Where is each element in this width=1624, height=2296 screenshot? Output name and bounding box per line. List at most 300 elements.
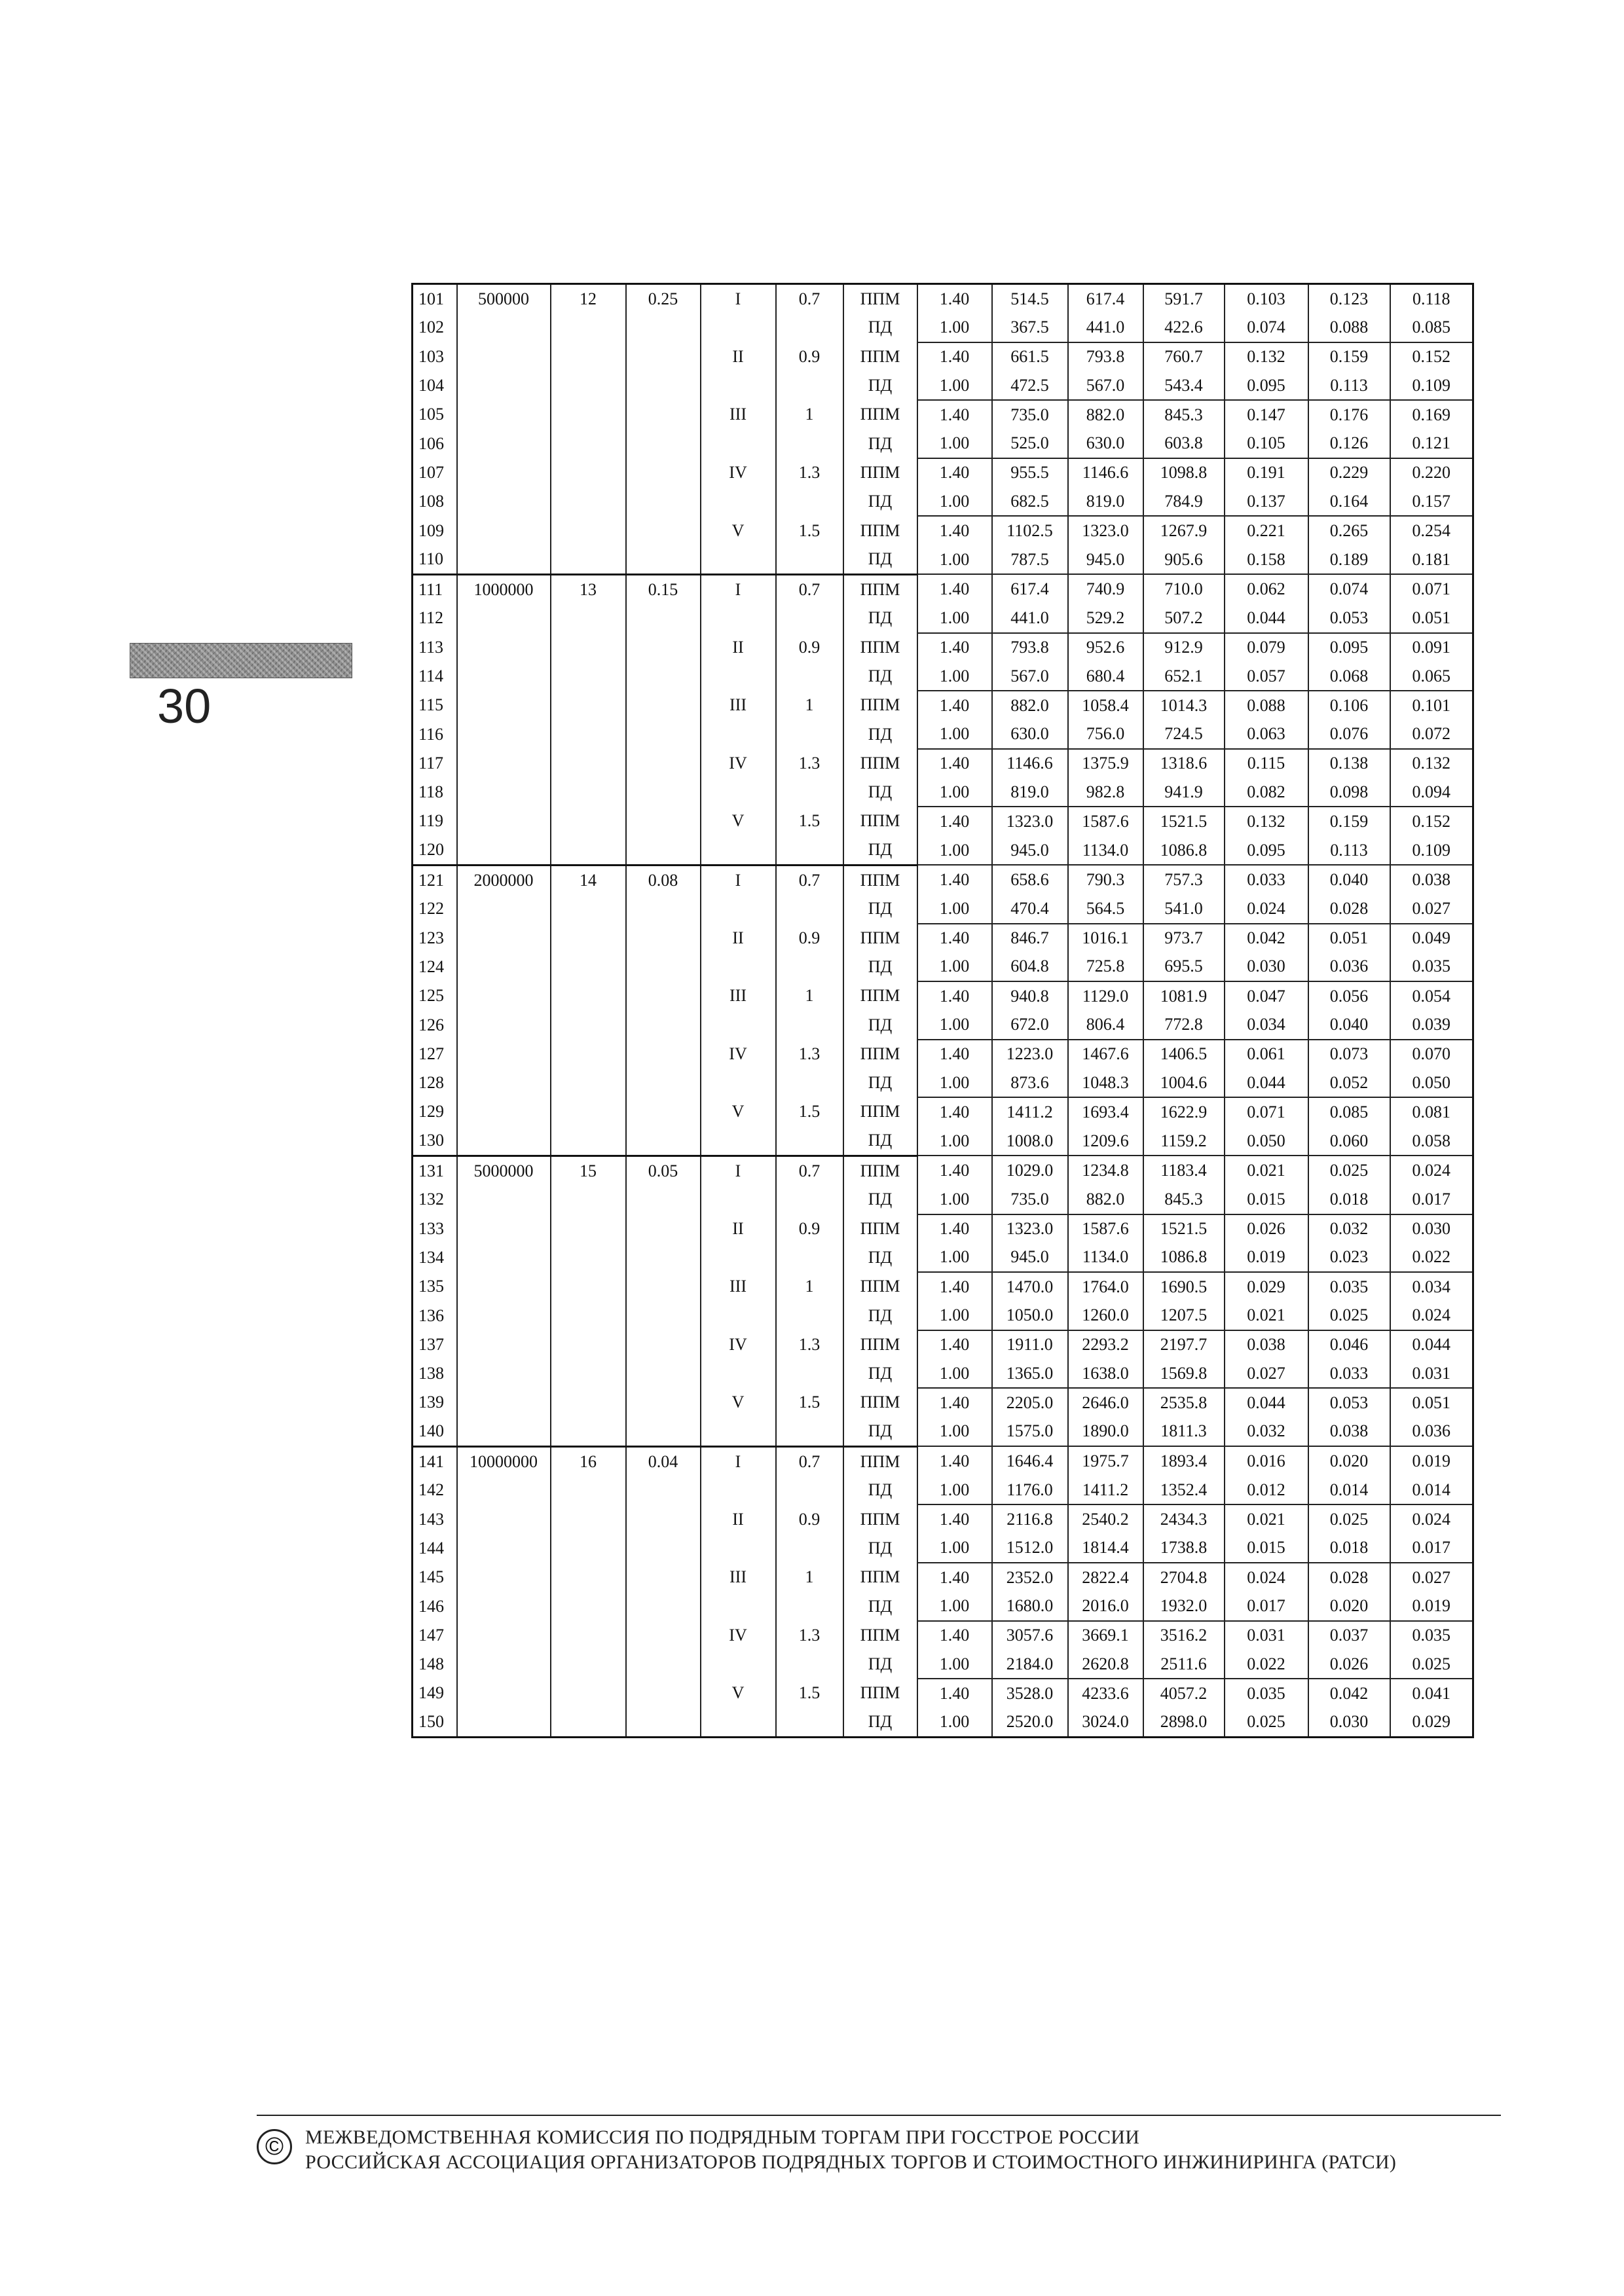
cell-row-number: 143 bbox=[413, 1504, 457, 1533]
cell-n bbox=[551, 1621, 626, 1650]
cell-doc-type: ППМ bbox=[843, 1621, 917, 1650]
cell-value-b: 945.0 bbox=[1068, 545, 1143, 575]
cell-coef bbox=[626, 894, 701, 923]
cell-rate-c: 0.038 bbox=[1390, 865, 1473, 894]
cell-factor: 1.3 bbox=[776, 458, 843, 487]
cell-total bbox=[457, 720, 551, 748]
cell-row-number: 122 bbox=[413, 894, 457, 923]
cell-value-b: 882.0 bbox=[1068, 400, 1143, 429]
cell-rate-b: 0.113 bbox=[1308, 836, 1390, 866]
cell-multiplier: 1.00 bbox=[917, 1708, 992, 1738]
cell-doc-type: ППМ bbox=[843, 1388, 917, 1417]
cell-value-b: 790.3 bbox=[1068, 865, 1143, 894]
cell-factor bbox=[776, 1476, 843, 1504]
cell-category bbox=[701, 1476, 776, 1504]
cell-value-b: 793.8 bbox=[1068, 342, 1143, 371]
cell-rate-b: 0.051 bbox=[1308, 924, 1390, 953]
table-row bbox=[413, 894, 1473, 923]
cell-coef bbox=[626, 691, 701, 720]
cell-n bbox=[551, 981, 626, 1010]
cell-multiplier: 1.40 bbox=[917, 516, 992, 545]
cell-rate-b: 0.098 bbox=[1308, 778, 1390, 807]
cell-row-number: 144 bbox=[413, 1534, 457, 1563]
cell-rate-b: 0.126 bbox=[1308, 429, 1390, 458]
cell-rate-a: 0.095 bbox=[1225, 371, 1308, 400]
cell-rate-c: 0.039 bbox=[1390, 1010, 1473, 1039]
cell-total bbox=[457, 807, 551, 835]
table-row bbox=[413, 1272, 1473, 1301]
cell-coef: 0.08 bbox=[626, 865, 701, 894]
cell-total bbox=[457, 1504, 551, 1533]
cell-rate-a: 0.032 bbox=[1225, 1417, 1308, 1447]
cell-rate-a: 0.044 bbox=[1225, 604, 1308, 632]
cell-value-b: 1764.0 bbox=[1068, 1272, 1143, 1301]
cell-doc-type: ППМ bbox=[843, 865, 917, 894]
cell-rate-b: 0.106 bbox=[1308, 691, 1390, 720]
cell-value-c: 1207.5 bbox=[1143, 1301, 1225, 1330]
cell-value-a: 735.0 bbox=[992, 400, 1068, 429]
cell-coef bbox=[626, 458, 701, 487]
cell-rate-a: 0.021 bbox=[1225, 1504, 1308, 1533]
cell-rate-a: 0.015 bbox=[1225, 1534, 1308, 1563]
cell-row-number: 117 bbox=[413, 749, 457, 778]
cell-row-number: 104 bbox=[413, 371, 457, 400]
cell-doc-type: ПД bbox=[843, 1185, 917, 1214]
cell-coef bbox=[626, 1330, 701, 1359]
cell-value-a: 819.0 bbox=[992, 778, 1068, 807]
cell-rate-a: 0.025 bbox=[1225, 1708, 1308, 1738]
cell-category: V bbox=[701, 516, 776, 545]
cell-value-a: 1176.0 bbox=[992, 1476, 1068, 1504]
cell-rate-b: 0.123 bbox=[1308, 284, 1390, 314]
cell-rate-b: 0.036 bbox=[1308, 953, 1390, 981]
cell-coef bbox=[626, 778, 701, 807]
cell-category: III bbox=[701, 400, 776, 429]
cell-rate-b: 0.060 bbox=[1308, 1127, 1390, 1156]
cell-rate-a: 0.017 bbox=[1225, 1592, 1308, 1620]
cell-factor: 1 bbox=[776, 691, 843, 720]
cell-rate-b: 0.085 bbox=[1308, 1097, 1390, 1126]
cell-coef bbox=[626, 981, 701, 1010]
cell-row-number: 101 bbox=[413, 284, 457, 314]
cell-coef bbox=[626, 1650, 701, 1679]
cell-rate-b: 0.164 bbox=[1308, 487, 1390, 516]
cell-value-b: 4233.6 bbox=[1068, 1679, 1143, 1707]
cell-category bbox=[701, 429, 776, 458]
cell-coef bbox=[626, 1621, 701, 1650]
cell-row-number: 121 bbox=[413, 865, 457, 894]
cell-value-a: 2116.8 bbox=[992, 1504, 1068, 1533]
table-row bbox=[413, 1156, 1473, 1185]
cell-rate-c: 0.035 bbox=[1390, 953, 1473, 981]
cell-rate-a: 0.012 bbox=[1225, 1476, 1308, 1504]
cell-rate-c: 0.169 bbox=[1390, 400, 1473, 429]
cell-category bbox=[701, 371, 776, 400]
cell-coef bbox=[626, 487, 701, 516]
cell-multiplier: 1.40 bbox=[917, 1563, 992, 1592]
cell-value-c: 1086.8 bbox=[1143, 836, 1225, 866]
cell-row-number: 111 bbox=[413, 574, 457, 604]
cell-value-b: 1016.1 bbox=[1068, 924, 1143, 953]
cell-n bbox=[551, 1504, 626, 1533]
cell-coef bbox=[626, 1592, 701, 1620]
cell-value-a: 945.0 bbox=[992, 1243, 1068, 1272]
cell-value-b: 1411.2 bbox=[1068, 1476, 1143, 1504]
cell-rate-a: 0.042 bbox=[1225, 924, 1308, 953]
cell-total bbox=[457, 545, 551, 575]
cell-coef bbox=[626, 1243, 701, 1272]
data-table bbox=[411, 283, 1474, 1738]
copyright-icon: © bbox=[257, 2129, 292, 2164]
table-row bbox=[413, 1592, 1473, 1620]
cell-rate-c: 0.157 bbox=[1390, 487, 1473, 516]
cell-doc-type: ПД bbox=[843, 894, 917, 923]
cell-row-number: 112 bbox=[413, 604, 457, 632]
cell-factor bbox=[776, 313, 843, 342]
cell-multiplier: 1.40 bbox=[917, 342, 992, 371]
cell-value-c: 1014.3 bbox=[1143, 691, 1225, 720]
cell-n bbox=[551, 953, 626, 981]
cell-row-number: 116 bbox=[413, 720, 457, 748]
cell-rate-c: 0.071 bbox=[1390, 574, 1473, 604]
cell-n bbox=[551, 894, 626, 923]
cell-value-c: 1932.0 bbox=[1143, 1592, 1225, 1620]
cell-multiplier: 1.00 bbox=[917, 1417, 992, 1447]
cell-n bbox=[551, 1563, 626, 1592]
cell-category: I bbox=[701, 1446, 776, 1476]
cell-total: 10000000 bbox=[457, 1446, 551, 1476]
cell-total bbox=[457, 1621, 551, 1650]
cell-value-c: 1159.2 bbox=[1143, 1127, 1225, 1156]
cell-rate-c: 0.058 bbox=[1390, 1127, 1473, 1156]
cell-value-c: 941.9 bbox=[1143, 778, 1225, 807]
cell-category: V bbox=[701, 1679, 776, 1707]
cell-rate-b: 0.020 bbox=[1308, 1592, 1390, 1620]
cell-rate-c: 0.094 bbox=[1390, 778, 1473, 807]
table-row bbox=[413, 778, 1473, 807]
cell-rate-b: 0.088 bbox=[1308, 313, 1390, 342]
cell-rate-c: 0.019 bbox=[1390, 1592, 1473, 1620]
cell-value-a: 846.7 bbox=[992, 924, 1068, 953]
cell-n bbox=[551, 1185, 626, 1214]
cell-value-c: 1352.4 bbox=[1143, 1476, 1225, 1504]
cell-category bbox=[701, 720, 776, 748]
cell-multiplier: 1.40 bbox=[917, 1097, 992, 1126]
cell-n bbox=[551, 487, 626, 516]
cell-total bbox=[457, 1592, 551, 1620]
cell-value-a: 2520.0 bbox=[992, 1708, 1068, 1738]
cell-rate-c: 0.035 bbox=[1390, 1621, 1473, 1650]
page-number-block bbox=[130, 643, 351, 733]
cell-n bbox=[551, 1388, 626, 1417]
cell-factor bbox=[776, 1534, 843, 1563]
cell-coef bbox=[626, 953, 701, 981]
cell-value-c: 1811.3 bbox=[1143, 1417, 1225, 1447]
cell-value-b: 3669.1 bbox=[1068, 1621, 1143, 1650]
cell-factor bbox=[776, 371, 843, 400]
cell-doc-type: ПД bbox=[843, 662, 917, 691]
cell-total bbox=[457, 1679, 551, 1707]
cell-row-number: 132 bbox=[413, 1185, 457, 1214]
cell-category bbox=[701, 1708, 776, 1738]
cell-n bbox=[551, 691, 626, 720]
cell-rate-a: 0.029 bbox=[1225, 1272, 1308, 1301]
cell-n bbox=[551, 836, 626, 866]
cell-doc-type: ПД bbox=[843, 836, 917, 866]
cell-value-a: 472.5 bbox=[992, 371, 1068, 400]
cell-row-number: 129 bbox=[413, 1097, 457, 1126]
cell-row-number: 146 bbox=[413, 1592, 457, 1620]
cell-value-a: 1646.4 bbox=[992, 1446, 1068, 1476]
cell-total bbox=[457, 1068, 551, 1097]
cell-category bbox=[701, 313, 776, 342]
table-row bbox=[413, 574, 1473, 604]
cell-category: I bbox=[701, 865, 776, 894]
cell-rate-c: 0.085 bbox=[1390, 313, 1473, 342]
cell-rate-c: 0.049 bbox=[1390, 924, 1473, 953]
cell-row-number: 108 bbox=[413, 487, 457, 516]
cell-total bbox=[457, 953, 551, 981]
cell-rate-a: 0.038 bbox=[1225, 1330, 1308, 1359]
cell-total bbox=[457, 342, 551, 371]
cell-value-c: 591.7 bbox=[1143, 284, 1225, 314]
cell-value-a: 672.0 bbox=[992, 1010, 1068, 1039]
cell-multiplier: 1.00 bbox=[917, 836, 992, 866]
cell-n bbox=[551, 1679, 626, 1707]
table-row bbox=[413, 1476, 1473, 1504]
cell-value-a: 787.5 bbox=[992, 545, 1068, 575]
cell-rate-a: 0.026 bbox=[1225, 1214, 1308, 1243]
cell-rate-b: 0.074 bbox=[1308, 574, 1390, 604]
cell-n bbox=[551, 371, 626, 400]
cell-rate-b: 0.159 bbox=[1308, 342, 1390, 371]
cell-n bbox=[551, 400, 626, 429]
cell-rate-b: 0.025 bbox=[1308, 1301, 1390, 1330]
cell-rate-b: 0.068 bbox=[1308, 662, 1390, 691]
cell-multiplier: 1.00 bbox=[917, 1243, 992, 1272]
cell-row-number: 139 bbox=[413, 1388, 457, 1417]
cell-category: II bbox=[701, 633, 776, 662]
cell-value-b: 1129.0 bbox=[1068, 981, 1143, 1010]
cell-value-a: 1050.0 bbox=[992, 1301, 1068, 1330]
cell-coef bbox=[626, 662, 701, 691]
table-row bbox=[413, 516, 1473, 545]
cell-value-c: 1267.9 bbox=[1143, 516, 1225, 545]
cell-multiplier: 1.00 bbox=[917, 1010, 992, 1039]
cell-rate-b: 0.032 bbox=[1308, 1214, 1390, 1243]
cell-multiplier: 1.00 bbox=[917, 953, 992, 981]
cell-multiplier: 1.00 bbox=[917, 545, 992, 575]
cell-rate-b: 0.138 bbox=[1308, 749, 1390, 778]
cell-total: 2000000 bbox=[457, 865, 551, 894]
cell-value-c: 1569.8 bbox=[1143, 1359, 1225, 1388]
cell-factor: 1.3 bbox=[776, 749, 843, 778]
cell-rate-c: 0.220 bbox=[1390, 458, 1473, 487]
cell-coef bbox=[626, 313, 701, 342]
cell-coef bbox=[626, 807, 701, 835]
cell-value-b: 441.0 bbox=[1068, 313, 1143, 342]
cell-multiplier: 1.40 bbox=[917, 1040, 992, 1068]
cell-rate-a: 0.105 bbox=[1225, 429, 1308, 458]
cell-n bbox=[551, 1301, 626, 1330]
cell-multiplier: 1.40 bbox=[917, 574, 992, 604]
cell-factor bbox=[776, 429, 843, 458]
cell-value-a: 682.5 bbox=[992, 487, 1068, 516]
cell-n bbox=[551, 720, 626, 748]
cell-multiplier: 1.00 bbox=[917, 313, 992, 342]
cell-coef bbox=[626, 604, 701, 632]
cell-factor: 0.7 bbox=[776, 284, 843, 314]
cell-total bbox=[457, 371, 551, 400]
cell-factor bbox=[776, 1243, 843, 1272]
cell-value-c: 2704.8 bbox=[1143, 1563, 1225, 1592]
cell-n: 12 bbox=[551, 284, 626, 314]
cell-rate-c: 0.051 bbox=[1390, 1388, 1473, 1417]
cell-n bbox=[551, 429, 626, 458]
cell-value-c: 1690.5 bbox=[1143, 1272, 1225, 1301]
cell-rate-c: 0.109 bbox=[1390, 836, 1473, 866]
cell-category bbox=[701, 778, 776, 807]
cell-value-b: 725.8 bbox=[1068, 953, 1143, 981]
cell-rate-a: 0.015 bbox=[1225, 1185, 1308, 1214]
cell-rate-a: 0.061 bbox=[1225, 1040, 1308, 1068]
cell-doc-type: ППМ bbox=[843, 1272, 917, 1301]
cell-total bbox=[457, 1534, 551, 1563]
cell-row-number: 145 bbox=[413, 1563, 457, 1592]
cell-rate-b: 0.053 bbox=[1308, 1388, 1390, 1417]
cell-value-b: 982.8 bbox=[1068, 778, 1143, 807]
cell-value-b: 1375.9 bbox=[1068, 749, 1143, 778]
cell-category: III bbox=[701, 691, 776, 720]
cell-row-number: 140 bbox=[413, 1417, 457, 1447]
cell-row-number: 137 bbox=[413, 1330, 457, 1359]
cell-total bbox=[457, 1097, 551, 1126]
cell-multiplier: 1.00 bbox=[917, 894, 992, 923]
cell-rate-a: 0.021 bbox=[1225, 1156, 1308, 1185]
cell-factor bbox=[776, 1127, 843, 1156]
cell-value-c: 973.7 bbox=[1143, 924, 1225, 953]
cell-n bbox=[551, 604, 626, 632]
cell-value-b: 1058.4 bbox=[1068, 691, 1143, 720]
cell-rate-c: 0.152 bbox=[1390, 807, 1473, 835]
cell-n bbox=[551, 1010, 626, 1039]
cell-coef bbox=[626, 1417, 701, 1447]
cell-n bbox=[551, 1243, 626, 1272]
cell-rate-c: 0.024 bbox=[1390, 1156, 1473, 1185]
table-row bbox=[413, 1621, 1473, 1650]
cell-value-a: 1102.5 bbox=[992, 516, 1068, 545]
cell-factor: 1.3 bbox=[776, 1621, 843, 1650]
cell-value-c: 652.1 bbox=[1143, 662, 1225, 691]
cell-category bbox=[701, 487, 776, 516]
cell-doc-type: ППМ bbox=[843, 1330, 917, 1359]
cell-value-c: 1738.8 bbox=[1143, 1534, 1225, 1563]
table-row bbox=[413, 1708, 1473, 1738]
cell-rate-b: 0.113 bbox=[1308, 371, 1390, 400]
cell-total bbox=[457, 1417, 551, 1447]
cell-value-b: 680.4 bbox=[1068, 662, 1143, 691]
cell-doc-type: ПД bbox=[843, 1068, 917, 1097]
cell-total bbox=[457, 400, 551, 429]
cell-rate-b: 0.025 bbox=[1308, 1504, 1390, 1533]
cell-rate-c: 0.022 bbox=[1390, 1243, 1473, 1272]
cell-multiplier: 1.40 bbox=[917, 1272, 992, 1301]
cell-n bbox=[551, 1417, 626, 1447]
cell-multiplier: 1.40 bbox=[917, 749, 992, 778]
table-row bbox=[413, 1214, 1473, 1243]
cell-rate-c: 0.181 bbox=[1390, 545, 1473, 575]
cell-total bbox=[457, 516, 551, 545]
cell-rate-a: 0.115 bbox=[1225, 749, 1308, 778]
cell-value-b: 2293.2 bbox=[1068, 1330, 1143, 1359]
cell-total bbox=[457, 1388, 551, 1417]
cell-total: 1000000 bbox=[457, 574, 551, 604]
cell-value-c: 1004.6 bbox=[1143, 1068, 1225, 1097]
cell-value-c: 422.6 bbox=[1143, 313, 1225, 342]
cell-factor bbox=[776, 953, 843, 981]
cell-factor: 1 bbox=[776, 400, 843, 429]
cell-rate-a: 0.057 bbox=[1225, 662, 1308, 691]
cell-value-a: 873.6 bbox=[992, 1068, 1068, 1097]
cell-total bbox=[457, 1301, 551, 1330]
cell-total bbox=[457, 633, 551, 662]
cell-n bbox=[551, 1650, 626, 1679]
cell-rate-c: 0.070 bbox=[1390, 1040, 1473, 1068]
cell-value-a: 945.0 bbox=[992, 836, 1068, 866]
cell-value-c: 1081.9 bbox=[1143, 981, 1225, 1010]
cell-row-number: 114 bbox=[413, 662, 457, 691]
cell-row-number: 109 bbox=[413, 516, 457, 545]
cell-coef bbox=[626, 1504, 701, 1533]
cell-total bbox=[457, 691, 551, 720]
cell-row-number: 124 bbox=[413, 953, 457, 981]
cell-rate-a: 0.103 bbox=[1225, 284, 1308, 314]
cell-n bbox=[551, 1708, 626, 1738]
cell-row-number: 102 bbox=[413, 313, 457, 342]
cell-value-b: 2822.4 bbox=[1068, 1563, 1143, 1592]
cell-row-number: 147 bbox=[413, 1621, 457, 1650]
cell-rate-a: 0.033 bbox=[1225, 865, 1308, 894]
cell-n bbox=[551, 1534, 626, 1563]
cell-category bbox=[701, 1068, 776, 1097]
cell-multiplier: 1.00 bbox=[917, 720, 992, 748]
cell-row-number: 120 bbox=[413, 836, 457, 866]
cell-rate-b: 0.040 bbox=[1308, 1010, 1390, 1039]
cell-doc-type: ПД bbox=[843, 953, 917, 981]
cell-factor: 1 bbox=[776, 981, 843, 1010]
cell-total bbox=[457, 313, 551, 342]
cell-doc-type: ППМ bbox=[843, 749, 917, 778]
cell-value-a: 514.5 bbox=[992, 284, 1068, 314]
cell-rate-a: 0.022 bbox=[1225, 1650, 1308, 1679]
table-row bbox=[413, 1679, 1473, 1707]
cell-rate-b: 0.030 bbox=[1308, 1708, 1390, 1738]
cell-category: III bbox=[701, 981, 776, 1010]
cell-doc-type: ПД bbox=[843, 604, 917, 632]
cell-rate-c: 0.030 bbox=[1390, 1214, 1473, 1243]
cell-total: 5000000 bbox=[457, 1156, 551, 1185]
cell-rate-c: 0.132 bbox=[1390, 749, 1473, 778]
cell-value-b: 2016.0 bbox=[1068, 1592, 1143, 1620]
cell-rate-a: 0.030 bbox=[1225, 953, 1308, 981]
cell-coef bbox=[626, 836, 701, 866]
cell-value-a: 630.0 bbox=[992, 720, 1068, 748]
cell-row-number: 119 bbox=[413, 807, 457, 835]
cell-factor: 0.9 bbox=[776, 1504, 843, 1533]
cell-rate-a: 0.024 bbox=[1225, 894, 1308, 923]
cell-category bbox=[701, 1010, 776, 1039]
cell-total bbox=[457, 1359, 551, 1388]
